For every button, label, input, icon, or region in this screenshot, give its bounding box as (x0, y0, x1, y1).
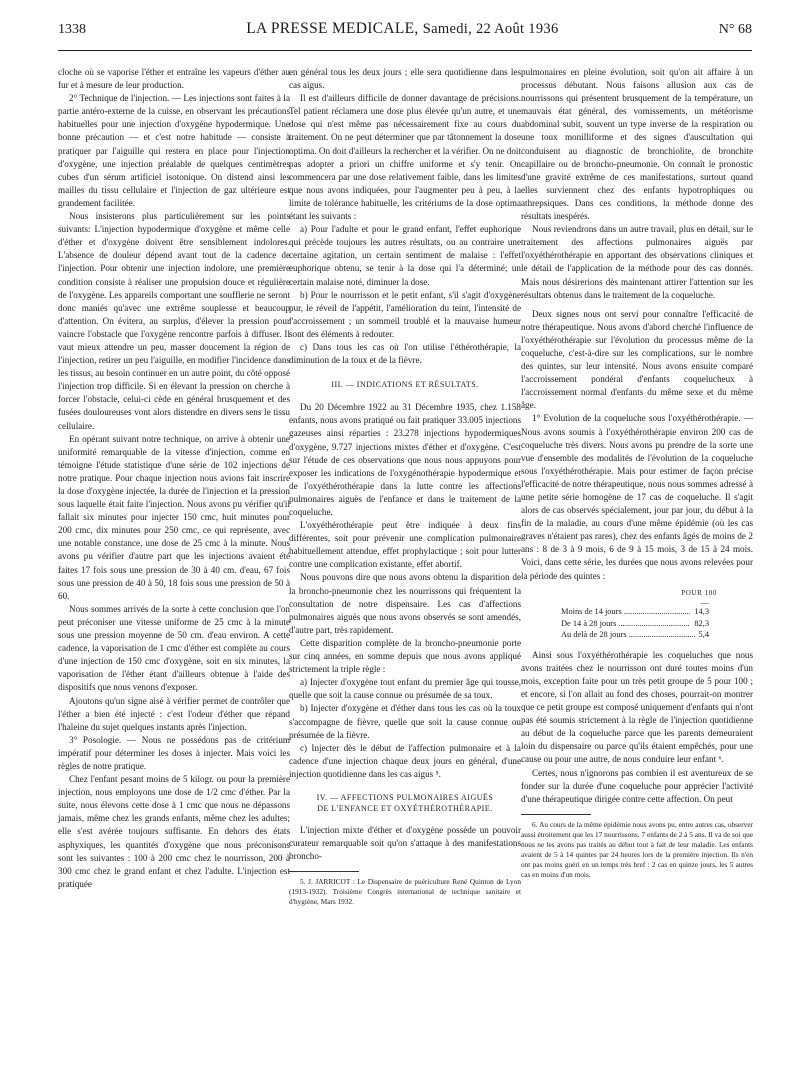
section-heading (289, 792, 521, 814)
table-row (527, 618, 753, 630)
page-number: 1338 (58, 22, 86, 37)
table-header: POUR 100 (681, 588, 717, 597)
table-row-value: 14,3 (694, 607, 709, 617)
table-row-label: Moins de 14 jours ..... (561, 606, 690, 618)
table-header-dash: — (700, 598, 709, 608)
paragraph: Nous insisterons plus particulièrement sur les points suivants: L'injection hypodermique d'oxygène et même celle d'éther et d'oxygène doivent être sensiblement indolores. L'absence de douleur dépend avant tout de la cadence de l'injection. Pour obtenir une injection indolore, une première condition consiste à réaliser une propulsion douce et régulière de l'oxygène. Les appareils comportant une soufflerie ne seront donc maniés qu'avec une extrême souplesse et beaucoup d'attention. On évitera, au surplus, d'élever la pression pour vaincre l'obstacle que l'oxygène rencontre parfois à diffuser. Il vaut mieux attendre un peu, masser doucement la région de l'injection, retirer un peu l'aiguille, en modifier l'incidence dans les tissus, au besoin continuer en un autre point, du côté opposé l'injection trop difficile. Si en élevant la pression on cherche à forcer l'obstacle, celui-ci cède en général brusquement et des fusées douloureuses vont alors distendre en divers sens le tissu cellulaire. (58, 211, 290, 431)
paragraph: Cette disparition complète de la broncho-pneumonie porte sur cinq années, en somme depuis que nous avons appliqué strictement la triple règle : (289, 637, 521, 675)
paragraph: Deux signes nous ont servi pour connaître l'efficacité de notre thérapeutique. Nous avons d'abord cherché l'influence de l'oxyéthérothérapie sur l'évolution du processus même de la coqueluche, c'est-à-dire sur les complications, sur le nombre des quintes, sur leur intensité. Nous avons ensuite comparé l'accroissement pondéral d'enfants coquelucheux à l'accroissement normal d'enfants du même sexe et du même âge. (521, 308, 753, 411)
issue-date: Samedi, 22 Août 1936 (422, 21, 559, 37)
journal-masthead (246, 20, 558, 38)
paragraph: 1° Evolution de la coqueluche sous l'oxyéthérothérapie. — Nous avons soumis à l'oxyéthérothérapie environ 200 cas de coqueluche très divers. Nous avons pu prendre de la sorte une vue d'ensemble des modalités de l'évolution de la coqueluche sous l'oxyéthérothérapie. Mais pour estimer de façon précise l'efficacité de notre thérapeutique, nous nous sommes adressé à une petite série homogène de 17 cas de coqueluche. Il s'agit alors de cas observés spécialement, jour par jour, du début à la fin de la maladie, au cours d'une même épidémie (où les cas graves n'étaient pas rares), chez des enfants âgés de moins de 2 ans : 8 de 3 à 9 mois, 6 de 9 à 15 mois, 3 de 15 à 24 mois. Voici, dans cette série, les durées que nous avons relevées pour la période des quintes : (521, 413, 753, 581)
footnote: 5. J. JARRICOT : Le Dispensaire de puériculture René Quinton de Lyon (1913-1932). Troisième Congrès international de technique sanitaire et d'hygiène, Mars 1932. (289, 877, 521, 907)
table-row (527, 606, 753, 618)
column-2 (289, 66, 521, 907)
table-row-value: 82,3 (694, 618, 709, 628)
section-heading-line: DE L'ENFANCE ET OXYÉTHÉROTHÉRAPIE. (317, 803, 493, 813)
paragraph: Nous sommes arrivés de la sorte à cette conclusion que l'on peut préconiser une vitesse uniforme de 25 cmc à la minute sous une pression moyenne de 50 cm. d'eau environ. A cette cadence, la vaporisation de 1 cmc d'éther est complète au cours d'une injection de 150 cmc d'oxygène, soit en six minutes, la vaporisation de l'éther étant d'ailleurs obtenue à l'aide des dispositifs que nous venons d'exposer. (58, 603, 290, 693)
paragraph: cloche où se vaporise l'éther et entraîne les vapeurs d'éther au fur et à mesure de leur production. (58, 67, 290, 91)
paragraph: 3° Posologie. — Nous ne possédons pas de critérium impératif pour déterminer les doses à injecter. Mais voici les règles de notre pratique. (58, 734, 290, 771)
table-row-value: 5,4 (698, 630, 709, 640)
column-3 (521, 66, 753, 880)
section-heading: III. — INDICATIONS ET RÉSULTATS. (331, 380, 479, 390)
table-row (527, 629, 753, 641)
paragraph: L'oxyéthérothérapie peut être indiquée à deux fins différentes, soit pour prévenir une complication pulmonaire habituellement attendue, effet prophylactique ; soit pour lutter contre une complication existante, effet abortif. (289, 520, 521, 570)
paragraph: c) Injecter dès le début de l'affection pulmonaire et à la cadence d'une injection chaque deux jours en général, d'une injection quotidienne dans les cas aigus ⁵. (289, 742, 521, 779)
paragraph: en général tous les deux jours ; elle sera quotidienne dans les cas aigus. (289, 67, 521, 91)
duration-table (527, 588, 753, 641)
paragraph: a) Pour l'adulte et pour le grand enfant, l'effet euphorique qui précède toujours les autres résultats, ou au contraire une certaine agitation, un certain sentiment de malaise : l'effet euphorique obtenu, se tenir à la dose qui l'a déterminé; un certain malaise noté, diminuer la dose. (289, 224, 521, 287)
paragraph: a) Injecter d'oxygène tout enfant du premier âge qui tousse, quelle que soit la cause connue ou présumée de sa toux. (289, 677, 521, 701)
table-row-label: Au delà de 28 jours ..... (561, 629, 695, 641)
paragraph: 2° Technique de l'injection. — Les injections sont faites à la partie antéro-externe de la cuisse, en observant les précautions habituelles pour une injection d'oxygène hypodermique. Une bonne précaution — et c'est notre habitude — consiste à pratiquer par l'aiguille qui restera en place pour l'injection d'oxygène, une injection préalable de quelques centimètres cubes d'un sérum artificiel isotonique. On distend ainsi les mailles du tissu cellulaire et l'injection de gaz ultérieure est grandement facilitée. (58, 93, 290, 208)
paragraph: Il est d'ailleurs difficile de donner davantage de précisions. Tel patient réclamera une dose plus élevée qu'un autre, et une dose qui n'est même pas nécessairement fixe au cours du traitement. On ne peut déterminer que par tâtonnement la dose optima. On doit d'ailleurs la rechercher et la vérifier. On ne doit pas adopter a priori un chiffre uniforme et s'y tenir. On commencera par une dose relativement faible, dans les limites que nous avons indiquées, pour l'augmenter peu à peu, à la limite de tolérance habituelle, les critériums de la dose optima étant les suivants : (289, 93, 521, 222)
header-rule (58, 50, 752, 51)
paragraph: pulmonaires en pleine évolution, soit qu'on ait affaire à un processus débutant. Nous faisons allusion aux cas de nourrissons qui présentent brusquement de la température, un mauvais état général, des vomissements, un météorisme abdominal subit, souvent un type inverse de la respiration ou une toux monilliforme et des signes d'auscultation qui conduisent au diagnostic de bronchiolite, de bronchite capillaire ou de broncho-pneumonie. On connaît le pronostic d'une gravité extrême de ces manifestations, surtout quand elles surviennent chez des enfants hypotrophiques ou athrepsiques. Dans ces conditions, la méthode donne des résultats inespérés. (521, 67, 753, 222)
footnote-rule (289, 871, 359, 872)
page-header (58, 20, 752, 46)
footnote-rule (521, 814, 591, 815)
issue-number: N° 68 (718, 22, 752, 37)
footnote: 6. Au cours de la même épidémie nous avons pu, entre autres cas, observer aussi étroitement que les 17 nourrissons, 7 enfants de 2 à 5 ans. Il va de soi que nous ne les avons pas traités au début tout à fait de leur maladie. Les enfants avaient de 5 à 14 quintes par 24 heures lors de la première injection. Ils n'en ont pas moins guéri en un temps très bref : 2 cas en quinze jours, les 5 autres cas en moins d'un mois. (521, 819, 753, 879)
table-row-label: De 14 à 28 jours ..... (561, 618, 690, 630)
paragraph: Ajoutons qu'un signe aisé à vérifier permet de contrôler que l'éther a bien été injecté : c'est l'odeur d'éther que répand l'haleine du sujet quelques instants après l'injection. (58, 695, 290, 732)
paragraph: Nous reviendrons dans un autre travail, plus en détail, sur le traitement des affections pulmonaires aiguës par l'oxyéthérothérapie en apportant des observations cliniques et le détail de l'application de la méthode pour des cas donnés. Mais nous désirerions dès maintenant attirer l'attention sur les résultats obtenus dans le traitement de la coqueluche. (521, 224, 753, 300)
paragraph: b) Injecter d'oxygène et d'éther dans tous les cas où la toux s'accompagne de fièvre, quelle que soit la cause connue ou présumée de la fièvre. (289, 703, 521, 740)
paragraph: Chez l'enfant pesant moins de 5 kilogr. ou pour la première injection, nous employons une dose de 1/2 cmc d'éther. Par la suite, nous élevons cette dose à 1 cmc que nous ne dépassons jamais, même chez les grands enfants, même chez les adultes; elle s'est avérée toujours suffisante. En dehors des états asphyxiques, les quantités d'oxygène que nous préconisons sont les suivantes : 100 à 200 cmc chez le nourrisson, 200 à 300 cmc chez le grand enfant et chez l'adulte. L'injection est pratiquée (58, 774, 290, 889)
paragraph: Du 20 Décembre 1922 au 31 Décembre 1935, chez 1.158 enfants, nous avons pratiqué ou fait pratiquer 33.005 injections gazeuses ainsi réparties : 23.278 injections hypodermiques d'oxygène, 9.727 injections mixtes d'éther et d'oxygène. C'est sur l'étude de ces observations que nous nous appuyons pour exposer les indications de l'oxygénothérapie hypodermique et de l'oxyéthérothérapie dans la lutte contre les affections pulmonaires aiguës de l'enfance et dans le traitement de la coqueluche. (289, 402, 521, 517)
paragraph: Nous pouvons dire que nous avons obtenu la disparition de la broncho-pneumonie chez les nourrissons qui fréquentent la consultation de notre dispensaire. Les cas d'affections pulmonaires aiguës que nous avons observés se sont amendés, d'autre part, très rapidement. (289, 572, 521, 635)
paragraph: Certes, nous n'ignorons pas combien il est aventureux de se fonder sur la durée d'une coqueluche pour apprécier l'activité d'une thérapeutique dirigée contre cette affection. On peut (521, 767, 753, 804)
paragraph: c) Dans tous les cas où l'on utilise l'éthérothérapie, la diminution de la toux et de la fièvre. (289, 341, 521, 366)
paragraph: En opérant suivant notre technique, on arrive à obtenir une uniformité remarquable de la vitesse d'injection, comme en témoigne l'étude statistique d'une série de 102 injections de notre pratique. Pour chaque injection nous avions fait inscrire la dose d'oxygène injectée, la durée de l'injection et la pression sous laquelle était faite l'injection. Nous avons pu vérifier qu'il fallait six minutes pour injecter 150 cmc, huit minutes pour 200 cmc, dix minutes pour 250 cmc, ce qui représente, avec une notable constance, une dose de 25 cmc à la minute. Nous avons pu vérifier d'autre part que les injections avaient été faites 17 fois sous une pression de 30 à 40 cm. d'eau, 67 fois sous une pression de 40 à 50, 18 fois sous une pression de 50 à 60. (58, 433, 290, 601)
section-heading-line: IV. — AFFECTIONS PULMONAIRES AIGUËS (316, 792, 494, 802)
paragraph: b) Pour le nourrisson et le petit enfant, s'il s'agit d'oxygène pur, le réveil de l'appétit, l'amélioration du teint, l'intensité de l'accroissement ; un sommeil troublé et la mauvaise humeur sont des éléments à redouter. (289, 289, 521, 339)
paragraph: Ainsi sous l'oxyéthérothérapie les coqueluches que nous avons traitées chez le nourrisson ont duré toutes moins d'un mois, exception faite pour un très petit groupe de 5 pour 100 ; et encore, si l'on allait au fond des choses, pourrait-on montrer que ce petit groupe est composé uniquement d'enfants qui n'ont pas été soumis strictement à la règle de l'injection quotidienne au début de la coqueluche parce que les parents demeuraient loin du dispensaire ou parce qu'ils étaient empêchés, pour une cause ou pour une autre, de nous conduire leur enfant ⁶. (521, 649, 753, 765)
paragraph: L'injection mixte d'éther et d'oxygène possède un pouvoir curateur remarquable soit qu'on s'attaque à des manifestations broncho- (289, 824, 521, 862)
journal-title: LA PRESSE MEDICALE, (246, 20, 419, 37)
column-1 (58, 66, 290, 891)
